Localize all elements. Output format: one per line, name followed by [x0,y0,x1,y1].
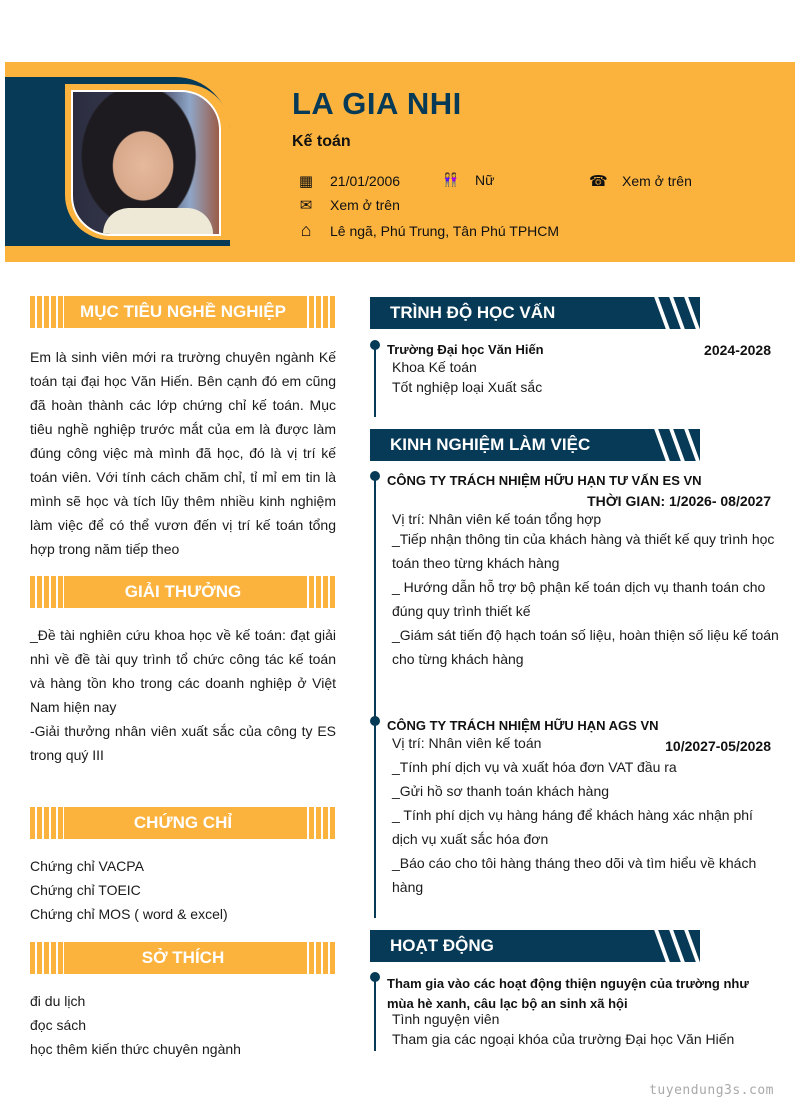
duty-item: _Giám sát tiến độ hạch toán số liệu, hoàn thiện số liệu kế toán cho từng khách hàng [392,627,779,667]
certificates-list [30,854,336,926]
award-item: _Đề tài nghiên cứu khoa học về kế toán: đạt giải nhì về đề tài quy trình tổ chức công tác kế toán và hàng tồn kho trong các doanh nghiệp ở Việt Nam hiện nay [30,627,336,715]
education-line: Khoa Kế toán [392,359,477,375]
section-header-experience [370,429,700,461]
profile-photo [71,90,221,236]
job-duties [392,527,780,671]
activity-headline: Tham gia vào các hoạt động thiện nguyện của trường như mùa hè xanh, câu lạc bộ an sinh xã hội [387,976,749,1011]
certificate-item: Chứng chỉ TOEIC [30,882,141,898]
school-name: Trường Đại học Văn Hiến [387,342,544,357]
objective-text: Em là sinh viên mới ra trường chuyên ngành Kế toán tại đại học Văn Hiến. Bên cạnh đó em cũng đã hoàn thành các lớp chứng chỉ kế toán. Mục tiêu nghề nghiệp trước mắt của em là được làm đúng công việc mà mình đã học, đó là vị trí kế toán viên. Với tính cách chăm chỉ, tỉ mỉ em tin là mình sẽ học và tích lũy thêm nhiều kinh nghiệm làm việc để có thể vươn đến vị trí kế toán tổng hợp trong năm tiếp theo [30,349,336,557]
duty-item: _ Tính phí dịch vụ hàng háng để khách hàng xác nhận phí dịch vụ xuất sắc hóa đơn [392,807,753,847]
hobby-item: học thêm kiến thức chuyên ngành [30,1041,241,1057]
birthday-info [297,172,400,190]
activity-line: Tình nguyện viên [392,1011,500,1027]
job-title: Kế toán [292,133,351,150]
certificate-item: Chứng chỉ MOS ( word & excel) [30,906,228,922]
awards-list [30,623,336,767]
birthday-value: 21/01/2006 [330,173,401,189]
duty-item: _Báo cáo cho tôi hàng tháng theo dõi và tìm hiểu về khách hàng [392,855,757,895]
email-info [297,196,400,214]
phone-info [589,172,692,190]
section-header-education [370,297,700,329]
hobbies-list [30,989,336,1061]
timeline-line [374,977,376,1051]
certificate-item: Chứng chỉ VACPA [30,858,144,874]
section-title: SỞ THÍCH [141,948,225,967]
hobby-item: đi du lịch [30,993,86,1009]
job-period: THỜI GIAN: 1/2026- 08/2027 [587,493,771,509]
duty-item: _Tính phí dịch vụ và xuất hóa đơn VAT đầu ra [392,759,677,775]
email-value: Xem ở trên [330,197,400,213]
phone-icon: ☎ [589,173,608,190]
phone-value: Xem ở trên [622,173,692,189]
section-title: KINH NGHIỆM LÀM VIỆC [390,435,591,454]
timeline-line [374,345,376,417]
gender-info [442,172,494,188]
section-header-hobbies [30,942,336,974]
education-line: Tốt nghiệp loại Xuất sắc [392,379,543,395]
section-title: TRÌNH ĐỘ HỌC VẤN [390,303,556,322]
timeline-line [374,476,376,918]
gender-value: Nữ [475,172,495,188]
candidate-name: LA GIA NHI [292,86,462,121]
company-name: CÔNG TY TRÁCH NHIỆM HỮU HẠN TƯ VẤN ES VN [387,473,702,488]
section-header-objective [30,296,336,328]
activity-line: Tham gia các ngoại khóa của trường Đại học Văn Hiến [392,1031,735,1047]
calendar-icon: ▦ [298,173,314,190]
home-icon: ⌂ [300,220,312,240]
duty-item: _Gửi hồ sơ thanh toán khách hàng [392,783,610,799]
duty-item: _ Hướng dẫn hỗ trợ bộ phận kế toán dịch vụ thanh toán cho đúng quy trình thiết kế [392,579,766,619]
section-header-activities [370,930,700,962]
gender-icon: 👭 [442,172,460,187]
section-title: GIẢI THƯỞNG [124,582,242,601]
timeline-dot [370,471,380,481]
duty-item: _Tiếp nhận thông tin của khách hàng và thiết kế quy trình học toán theo từng khách hàng [392,531,775,571]
section-header-awards [30,576,336,608]
job-duties [392,755,780,899]
job-position: Vị trí: Nhân viên kế toán tổng hợp [392,511,602,527]
company-name: CÔNG TY TRÁCH NHIỆM HỮU HẠN AGS VN [387,718,659,733]
watermark: tuyendung3s.com [649,1083,774,1098]
section-title: CHỨNG CHỈ [133,813,233,832]
section-header-certificates [30,807,336,839]
section-title: HOẠT ĐỘNG [390,936,494,955]
hobby-item: đọc sách [30,1017,87,1033]
job-position: Vị trí: Nhân viên kế toán [392,735,542,751]
address-value: Lê ngã, Phú Trung, Tân Phú TPHCM [330,222,560,239]
job-period: 10/2027-05/2028 [665,738,771,754]
envelope-icon: ✉ [299,197,313,214]
timeline-dot [370,716,380,726]
award-item: -Giải thưởng nhân viên xuất sắc của công ty ES trong quý III [30,723,336,763]
section-title: MỤC TIÊU NGHỀ NGHIỆP [80,302,286,321]
education-period: 2024-2028 [704,342,771,358]
address-info [297,220,559,241]
